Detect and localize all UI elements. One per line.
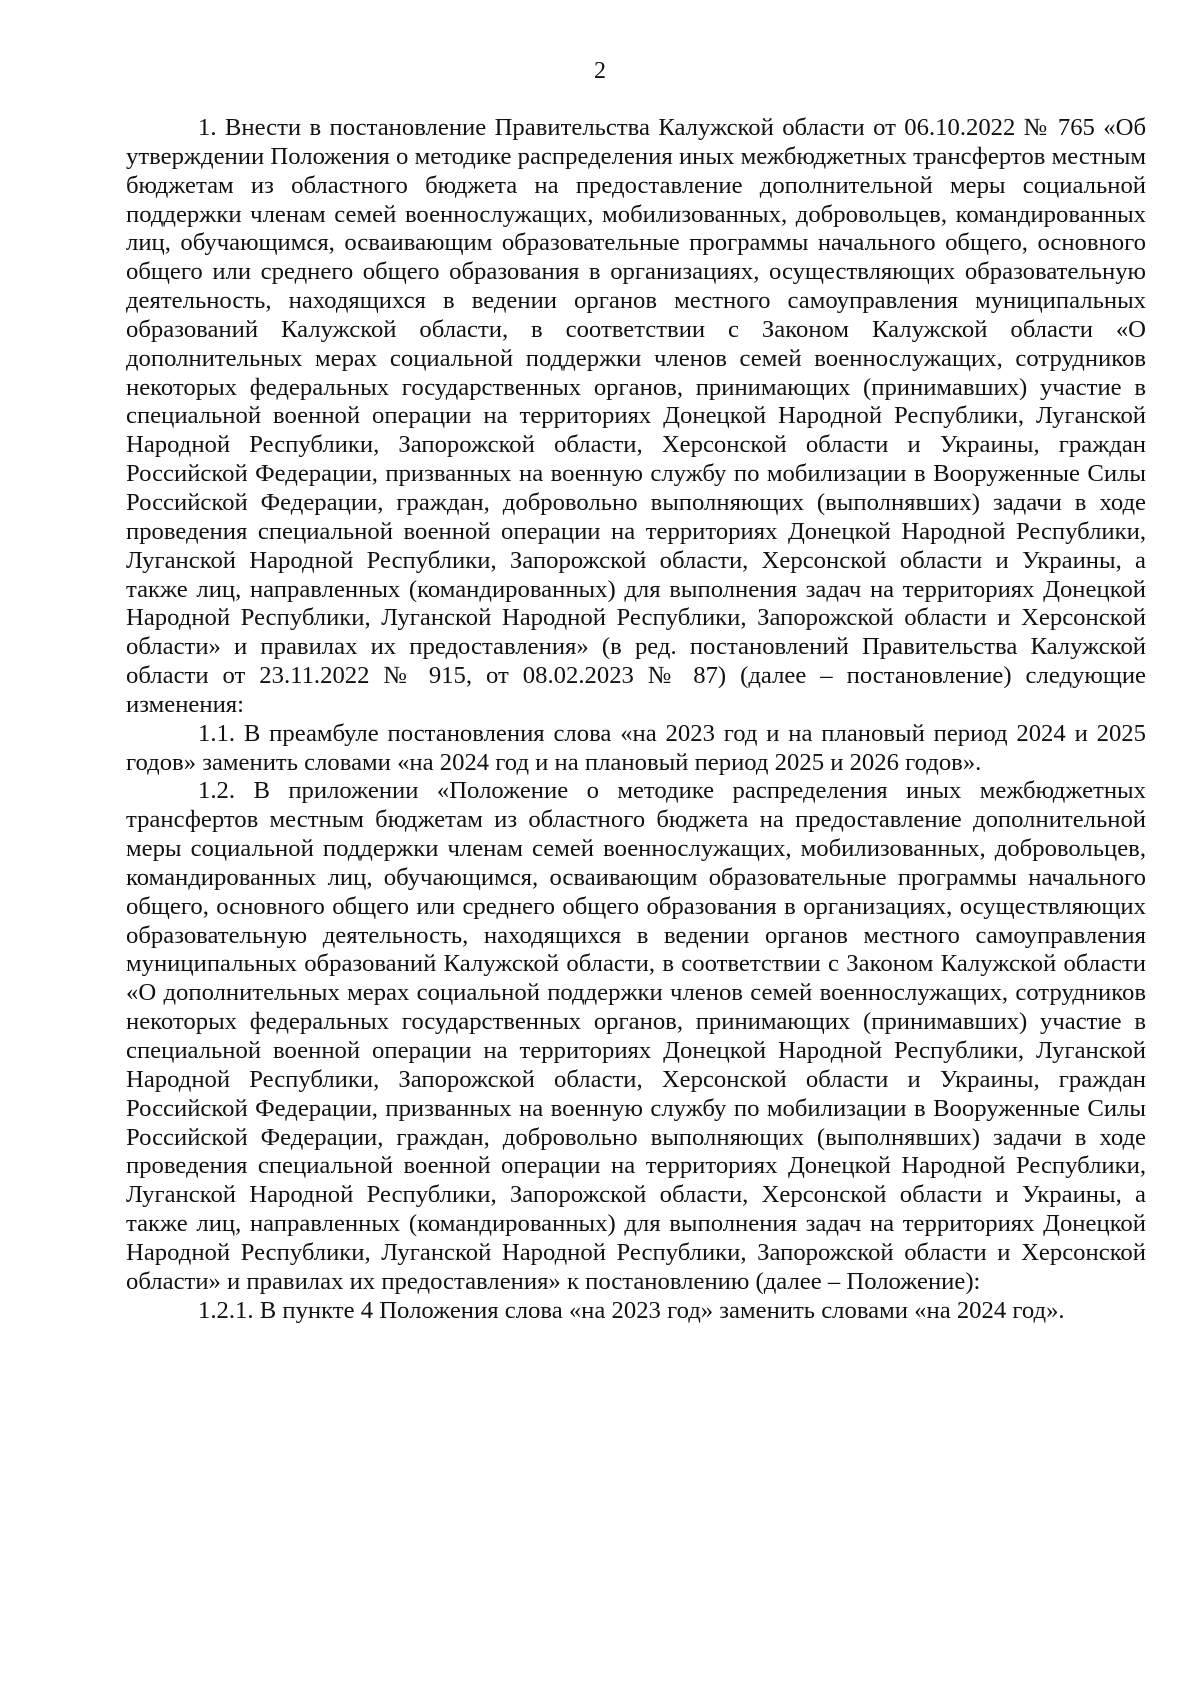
paragraph-item-1-2: 1.2. В приложении «Положение о методике распределения иных межбюджетных трансфертов местным бюджетам из областного бюджета на предоставление дополнительной меры социальной поддержки членам семей военнослужащих, мобилизованных, добровольцев, командированных лиц, обучающимся, осваивающим образовательные программы начального общего, основного общего или среднего общего образования в организациях, осуществляющих образовательную деятельность, находящихся в ведении органов местного самоуправления муниципальных образований Калужской области, в соответствии с Законом Калужской области «О дополнительных мерах социальной поддержки членов семей военнослужащих, сотрудников некоторых федеральных государственных органов, принимающих (принимавших) участие в специальной военной операции на территориях Донецкой Народной Республики, Луганской Народной Республики, Запорожской области, Херсонской области и Украины, граждан Российской Федерации, призванных на военную службу по мобилизации в Вооруженные Силы Российской Федерации, граждан, добровольно выполняющих (выполнявших) задачи в ходе проведения специальной военной операции на территориях Донецкой Народной Республики, Луганской Народной Республики, Запорожской области, Херсонской области и Украины, а также лиц, направленных (командированных) для выполнения задач на территориях Донецкой Народной Республики, Луганской Народной Республики, Запорожской области и Херсонской области» и правилах их предоставления» к постановлению (далее – Положение): xyxy=(126,777,1146,1295)
page-number: 2 xyxy=(594,58,606,84)
document-body xyxy=(126,114,1146,1325)
paragraph-item-1-2-1: 1.2.1. В пункте 4 Положения слова «на 2023 год» заменить словами «на 2024 год». xyxy=(198,1296,1065,1324)
paragraph-item-1: 1. Внести в постановление Правительства Калужской области от 06.10.2022 № 765 «Об утверждении Положения о методике распределения иных межбюджетных трансфертов местным бюджетам из областного бюджета на предоставление дополнительной меры социальной поддержки членам семей военнослужащих, мобилизованных, добровольцев, командированных лиц, обучающимся, осваивающим образовательные программы начального общего, основного общего или среднего общего образования в организациях, осуществляющих образовательную деятельность, находящихся в ведении органов местного самоуправления муниципальных образований Калужской области, в соответствии с Законом Калужской области «О дополнительных мерах социальной поддержки членов семей военнослужащих, сотрудников некоторых федеральных государственных органов, принимающих (принимавших) участие в специальной военной операции на территориях Донецкой Народной Республики, Луганской Народной Республики, Запорожской области, Херсонской области и Украины, граждан Российской Федерации, призванных на военную службу по мобилизации в Вооруженные Силы Российской Федерации, граждан, добровольно выполняющих (выполнявших) задачи в ходе проведения специальной военной операции на территориях Донецкой Народной Республики, Луганской Народной Республики, Запорожской области, Херсонской области и Украины, а также лиц, направленных (командированных) для выполнения задач на территориях Донецкой Народной Республики, Луганской Народной Республики, Запорожской области и Херсонской области» и правилах их предоставления» (в ред. постановлений Правительства Калужской области от 23.11.2022 № 915, от 08.02.2023 № 87) (далее – постановление) следующие изменения: xyxy=(126,114,1146,718)
paragraph-item-1-1: 1.1. В преамбуле постановления слова «на 2023 год и на плановый период 2024 и 2025 годов» заменить словами «на 2024 год и на плановый период 2025 и 2026 годов». xyxy=(126,719,1146,776)
